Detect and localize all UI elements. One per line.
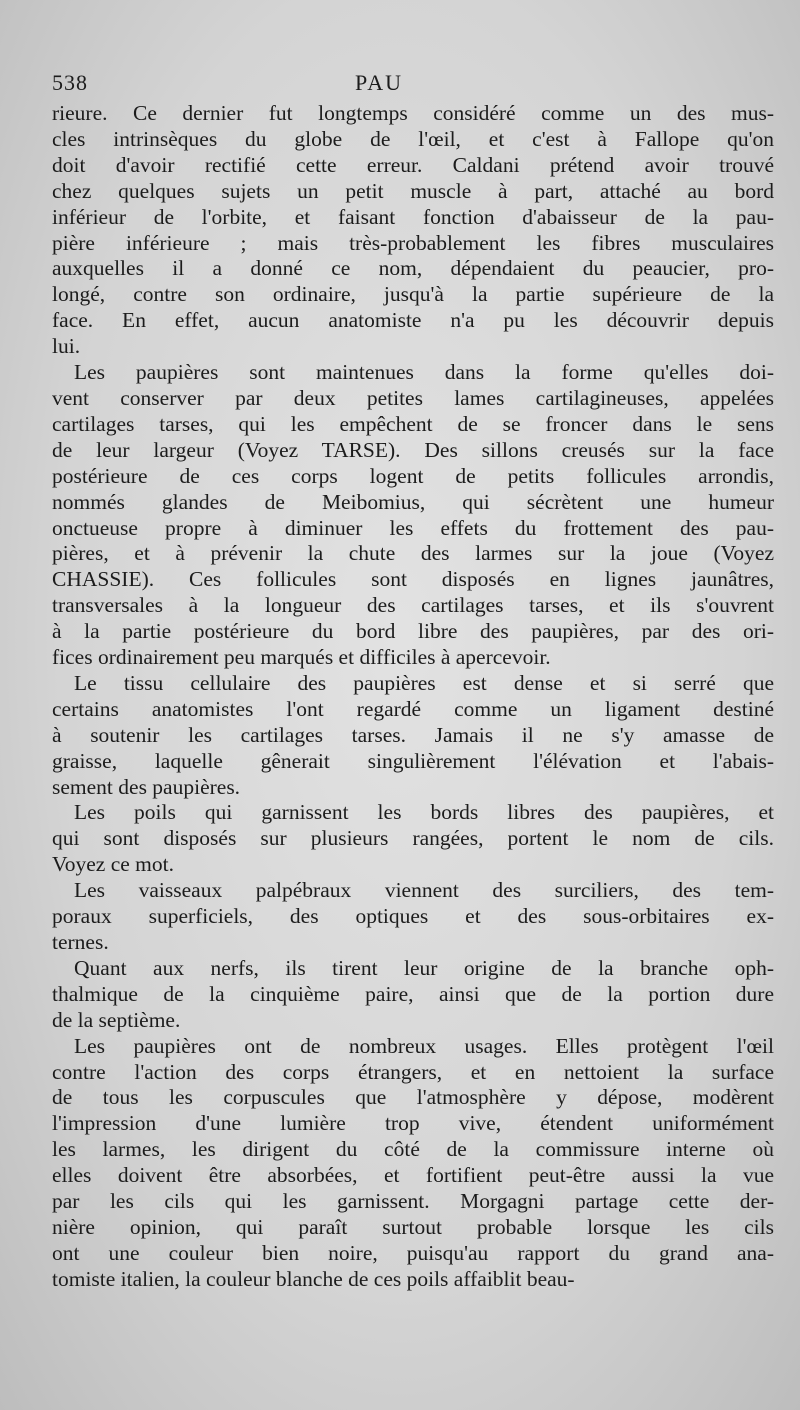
paragraph [52,1034,774,1293]
paragraph [52,671,774,801]
text-line: Les paupières sont maintenues dans la forme qu'elles doi- [74,360,774,385]
text-line: poraux superficiels, des optiques et des sous-orbitaires ex- [52,904,774,929]
text-line: longé, contre son ordinaire, jusqu'à la partie supérieure de la [52,282,774,307]
text-line: rieure. Ce dernier fut longtemps considéré comme un des mus- [52,101,774,125]
paragraph [52,956,774,1034]
page-number: 538 [52,70,88,95]
text-line: Le tissu cellulaire des paupières est dense et si serré que [74,670,774,695]
text-line: auxquelles il a donné ce nom, dépendaient du peaucier, pro- [52,256,774,281]
text-line: de la septième. [52,1007,181,1032]
text-line: elles doivent être absorbées, et fortifient peut-être aussi la vue [52,1163,774,1188]
text-line: Les paupières ont de nombreux usages. Elles protègent l'œil [74,1033,774,1058]
text-line: face. En effet, aucun anatomiste n'a pu les découvrir depuis [52,308,774,333]
text-line: transversales à la longueur des cartilages tarses, et ils s'ouvrent [52,593,774,618]
text-line: doit d'avoir rectifié cette erreur. Caldani prétend avoir trouvé [52,152,774,177]
text-line: l'impression d'une lumière trop vive, étendent uniformément [52,1111,774,1136]
text-line: cles intrinsèques du globe de l'œil, et c'est à Fallope qu'on [52,126,774,151]
paragraph [52,800,774,878]
paragraph [52,878,774,956]
text-line: cartilages tarses, qui les empêchent de se froncer dans le sens [52,411,774,436]
text-line: à la partie postérieure du bord libre des paupières, par des ori- [52,619,774,644]
text-line: contre l'action des corps étrangers, et en nettoient la surface [52,1059,774,1084]
body-text [52,101,774,1293]
text-line: graisse, laquelle gênerait singulièrement l'élévation et l'abais- [52,748,774,773]
text-line: tomiste italien, la couleur blanche de ces poils affaiblit beau- [52,1266,575,1291]
text-line: de leur largeur (Voyez TARSE). Des sillons creusés sur la face [52,437,774,462]
text-line: à soutenir les cartilages tarses. Jamais il ne s'y amasse de [52,722,774,747]
text-line: vent conserver par deux petites lames cartilagineuses, appelées [52,385,774,410]
paragraph [52,360,774,671]
text-line: nommés glandes de Meibomius, qui sécrètent une humeur [52,489,774,514]
text-line: de tous les corpuscules que l'atmosphère y dépose, modèrent [52,1085,774,1110]
running-head: PAU [355,70,403,95]
text-line: ternes. [52,930,109,954]
text-line: les larmes, les dirigent du côté de la commissure interne où [52,1137,774,1162]
text-line: Les poils qui garnissent les bords libres des paupières, et [74,800,774,825]
text-line: pières, et à prévenir la chute des larmes sur la joue (Voyez [52,541,774,566]
text-line: onctueuse propre à diminuer les effets du frottement des pau- [52,515,774,540]
text-line: thalmique de la cinquième paire, ainsi que de la portion dure [52,981,774,1006]
text-line: fices ordinairement peu marqués et difficiles à apercevoir. [52,645,551,670]
text-line: certains anatomistes l'ont regardé comme un ligament destiné [52,696,774,721]
text-line: qui sont disposés sur plusieurs rangées, portent le nom de cils. [52,826,774,851]
text-line: Quant aux nerfs, ils tirent leur origine de la branche oph- [74,955,774,980]
text-line: Voyez ce mot. [52,852,174,877]
text-line: postérieure de ces corps logent de petits follicules arrondis, [52,463,774,488]
text-line: lui. [52,334,81,359]
paragraph [52,101,774,360]
page-header [52,70,770,102]
text-line: chez quelques sujets un petit muscle à part, attaché au bord [52,178,774,203]
text-line: pière inférieure ; mais très-probablement les fibres musculaires [52,230,774,255]
text-line: Les vaisseaux palpébraux viennent des surciliers, des tem- [74,878,774,903]
text-line: ont une couleur bien noire, puisqu'au rapport du grand ana- [52,1240,774,1265]
text-line: inférieur de l'orbite, et faisant fonction d'abaisseur de la pau- [52,204,774,229]
text-line: CHASSIE). Ces follicules sont disposés en lignes jaunâtres, [52,567,774,592]
text-line: sement des paupières. [52,774,241,799]
text-line: nière opinion, qui paraît surtout probable lorsque les cils [52,1214,774,1239]
text-line: par les cils qui les garnissent. Morgagni partage cette der- [52,1189,774,1214]
